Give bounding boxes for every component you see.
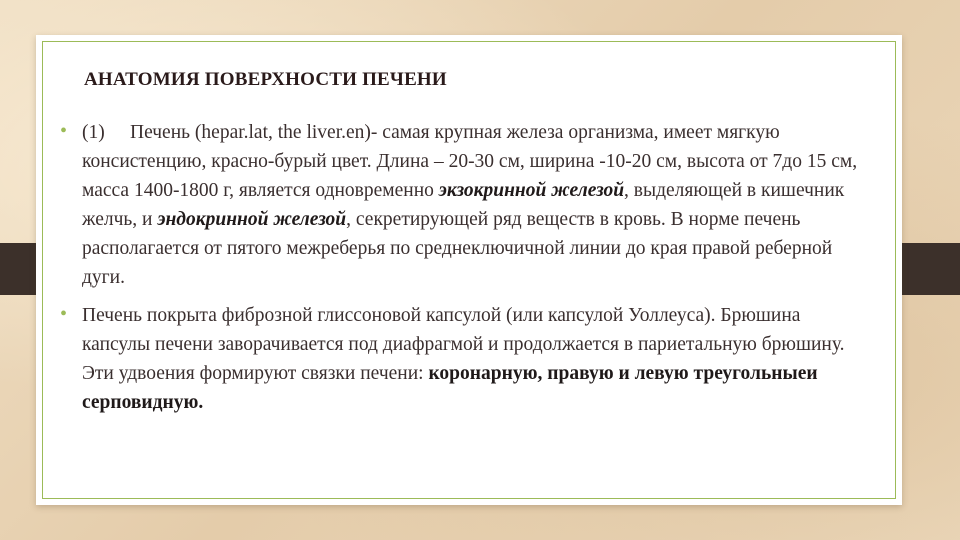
bullet-emphasis-endocrine: эндокринной железой: [157, 209, 347, 230]
left-decor-band: [0, 243, 36, 295]
bullet-number: (1): [82, 122, 105, 143]
slide-title: АНАТОМИЯ ПОВЕРХНОСТИ ПЕЧЕНИ: [84, 69, 447, 90]
bullet-liver-description: [60, 118, 872, 292]
bullet-emphasis-exocrine: экзокринной железой: [438, 180, 625, 201]
bullet-text-part: Печень (hepar.lat, the liver.en)- самая крупная железа организма, имеет мягкую консистенцию, красно-бурый цвет. Длина – 20-30 см, ширина -10-20 см, высота от 7до 15 см, масса 1400-1800 г, является одновременно: [82, 122, 858, 201]
bullet-emphasis-ligaments: коронарную, правую и левую треугольныеи серповидную.: [82, 363, 818, 413]
bullet-liver-capsule: [60, 301, 872, 417]
bullet-text-part: , выделяющей в кишечник желчь, и: [82, 180, 845, 230]
slide-card: [36, 35, 902, 505]
bullet-text-part: Печень покрыта фиброзной глиссоновой капсулой (или капсулой Уоллеуса). Брюшина капсулы печени заворачивается под диафрагмой и продолжается в париетальную брюшину. Эти удвоения формируют связки печени:: [82, 305, 845, 384]
bullet-dot-icon: •: [60, 120, 68, 142]
bullet-dot-icon: •: [60, 303, 68, 325]
bullet-text-part: , секретирующей ряд веществ в кровь. В норме печень располагается от пятого межреберья по среднеключичной линии до края правой реберной дуги.: [82, 209, 833, 288]
right-decor-band: [900, 243, 960, 295]
